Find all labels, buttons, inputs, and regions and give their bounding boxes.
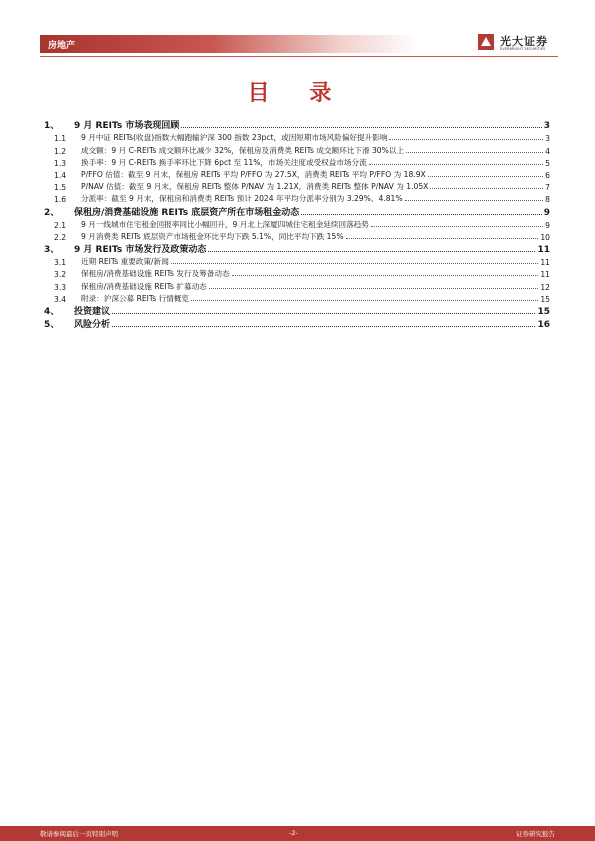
toc-text: P/NAV 估值：截至 9 月末，保租房 REITs 整体 P/NAV 为 1.21X，消费类 REITs 整体 P/NAV 为 1.05X	[81, 182, 429, 192]
toc-number: 1.2	[54, 146, 67, 156]
toc-number: 3.4	[54, 294, 67, 304]
toc-number: 3.3	[54, 282, 67, 292]
toc-text: 9 月 REITs 市场发行及政策动态	[74, 245, 207, 256]
toc-number: 3.2	[54, 270, 67, 280]
toc-leader	[181, 127, 541, 128]
toc-page: 3	[543, 121, 550, 132]
toc-entry-1-4[interactable]	[40, 168, 550, 180]
toc-number: 1、	[44, 121, 60, 132]
toc-page: 11	[537, 245, 550, 256]
footer-disclaimer: 敬请参阅最后一页特别声明	[40, 830, 118, 838]
toc-page: 4	[545, 146, 550, 156]
toc-page: 15	[537, 307, 550, 317]
toc-entry-1-3[interactable]	[40, 156, 550, 168]
toc-leader	[346, 238, 539, 239]
toc-page: 8	[545, 195, 550, 205]
toc-number: 1.4	[54, 170, 67, 180]
toc-text: 保租房/消费基础设施 REITs 扩募动态	[81, 281, 207, 291]
toc-text: 投资建议	[74, 307, 111, 317]
toc-entry-3[interactable]	[40, 242, 550, 255]
toc-entry-1-5[interactable]	[40, 180, 550, 192]
toc-leader	[428, 176, 543, 177]
toc-entry-1-2[interactable]	[40, 143, 550, 155]
toc-number: 1.5	[54, 183, 67, 193]
toc-number: 3.1	[54, 258, 67, 268]
toc-entry-3-4[interactable]	[40, 292, 550, 304]
toc-leader	[112, 313, 535, 314]
toc-text: 保租房/消费基础设施 REITs 底层资产所在市场租金动态	[74, 207, 300, 218]
toc-number: 2、	[44, 207, 60, 218]
toc-entry-5[interactable]	[40, 317, 550, 330]
toc-text: 成交额：9 月 C-REITs 成交额环比减少 32%，保租房及消费类 REITs 成交额环比下滑 30%以上	[81, 145, 405, 155]
toc-text: 9 月中证 REITs(收盘)指数大幅跑输沪深 300 指数 23pct，或因短期市场风险偏好提升影响	[81, 133, 388, 143]
toc-number: 5、	[44, 320, 60, 331]
page-number: -2-	[289, 829, 298, 837]
toc-entry-3-3[interactable]	[40, 279, 550, 291]
toc-text: 分派率：截至 9 月末，保租房和消费类 REITs 预计 2024 年平均分派率分别为 3.29%、4.81%	[81, 194, 403, 204]
toc-page: 9	[545, 220, 550, 230]
section-tag: 房地产	[48, 41, 76, 51]
toc-entry-1[interactable]	[40, 118, 550, 131]
toc-entry-3-1[interactable]	[40, 255, 550, 267]
toc-text: 换手率：9 月 C-REITs 换手率环比下降 6pct 至 11%，市场关注度或受权益市场分流	[81, 157, 367, 167]
toc-page: 16	[537, 320, 550, 331]
toc-leader	[405, 200, 544, 201]
toc-text: 风险分析	[74, 320, 111, 331]
toc-page: 6	[545, 170, 550, 180]
toc-number: 3、	[44, 245, 60, 256]
page-title: 目 录	[247, 81, 348, 106]
toc-text: P/FFO 估值：截至 9 月末，保租房 REITs 平均 P/FFO 为 27.5X，消费类 REITs 平均 P/FFO 为 18.9X	[81, 169, 426, 179]
toc-number: 1.3	[54, 158, 67, 168]
header-section-bar	[40, 35, 420, 53]
toc-leader	[191, 300, 538, 301]
toc-text: 9 月 REITs 市场表现回顾	[74, 121, 180, 132]
footer-report-type: 证券研究报告	[516, 830, 555, 838]
toc-text: 保租房/消费基础设施 REITs 发行及筹备动态	[81, 269, 230, 279]
toc-number: 2.2	[54, 232, 67, 242]
toc-entry-2-1[interactable]	[40, 218, 550, 230]
toc-number: 2.1	[54, 220, 67, 230]
brand-logo	[476, 31, 558, 55]
header-divider	[40, 56, 558, 57]
toc-leader	[208, 251, 535, 252]
toc-entry-2-2[interactable]	[40, 230, 550, 242]
toc-page: 11	[540, 258, 550, 268]
toc-number: 1.6	[54, 195, 67, 205]
toc-page: 10	[540, 232, 550, 242]
toc-leader	[430, 188, 543, 189]
toc-leader	[389, 139, 543, 140]
toc-leader	[112, 326, 535, 327]
toc-page: 7	[545, 183, 550, 193]
toc-text: 9 月一线城市住宅租金回报率同比小幅回升，9 月北上深厦四城住宅租金延续回落趋势	[81, 219, 369, 229]
toc-leader	[301, 214, 541, 215]
toc-page: 15	[540, 294, 550, 304]
toc-leader	[371, 226, 543, 227]
toc-number: 1.1	[54, 134, 67, 144]
toc-number: 4、	[44, 307, 60, 317]
brand-name-cn: 光大证券	[500, 35, 548, 48]
toc-page: 12	[540, 282, 550, 292]
toc-leader	[369, 164, 543, 165]
toc-entry-4[interactable]	[40, 304, 550, 317]
toc-page: 5	[545, 158, 550, 168]
toc-leader	[232, 275, 539, 276]
toc-text: 近期 REITs 重要政策/新闻	[81, 257, 169, 267]
toc-leader	[406, 152, 543, 153]
toc-page: 3	[545, 134, 550, 144]
toc-entry-3-2[interactable]	[40, 267, 550, 279]
toc-page: 9	[543, 207, 550, 218]
toc-text: 9 月消费类 REITs 底层资产市场租金环比平均下跌 5.1%，同比平均下跌 15%	[81, 231, 344, 241]
table-of-contents	[40, 118, 550, 330]
toc-leader	[171, 263, 539, 264]
toc-text: 附录：沪深公募 REITs 行情概览	[81, 293, 190, 303]
toc-leader	[209, 288, 539, 289]
brand-logo-icon	[476, 32, 496, 52]
toc-entry-1-1[interactable]	[40, 131, 550, 143]
toc-entry-2[interactable]	[40, 204, 550, 217]
brand-name-en: EVERBRIGHT SECURITIES	[500, 47, 546, 51]
footer-bar	[0, 826, 595, 841]
toc-entry-1-6[interactable]	[40, 192, 550, 204]
toc-page: 11	[540, 270, 550, 280]
